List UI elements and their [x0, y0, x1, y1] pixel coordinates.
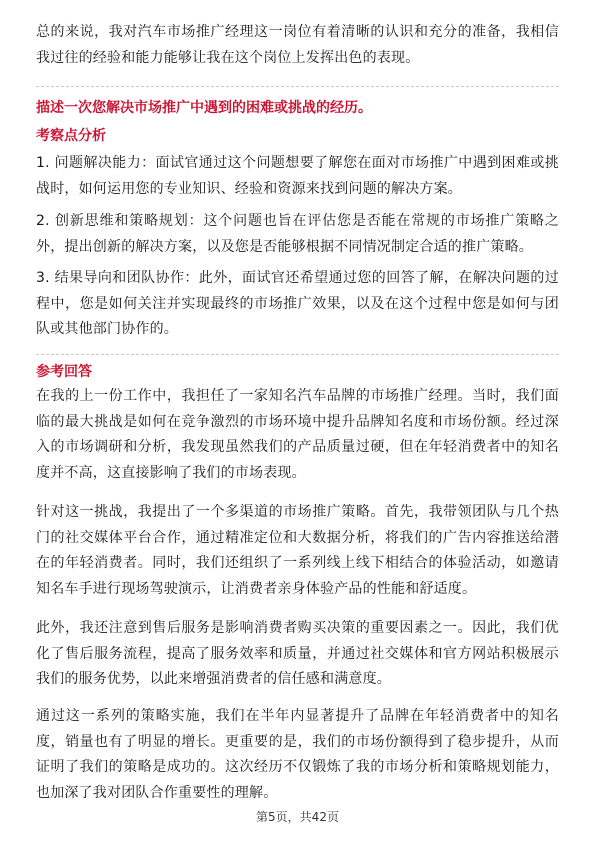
section-divider — [36, 86, 559, 87]
intro-conclusion-paragraph: 总的来说，我对汽车市场推广经理这一岗位有着清晰的认识和充分的准备，我相信我过往的经验和能力能够让我在这个岗位上发挥出色的表现。 — [36, 24, 559, 66]
analysis-point-3: 3. 结果导向和团队协作：此外，面试官还希望通过您的回答了解，在解决问题的过程中，您是如何关注并实现最终的市场推广效果，以及在这个过程中您是如何与团队或其他部门协作的。 — [36, 270, 559, 337]
answer-paragraph-4: 通过这一系列的策略实施，我们在半年内显著提升了品牌在年轻消费者中的知名度，销量也有了明显的增长。更重要的是，我们的市场份额得到了稳步提升，从而证明了我们的策略是成功的。这次经历不仅锻炼了我的市场分析和策略规划能力，也加深了我对团队合作重要性的理解。 — [36, 708, 559, 801]
interview-question: 描述一次您解决市场推广中遇到的困难或挑战的经历。 — [36, 100, 372, 116]
page-number-footer: 第5页，共42页 — [256, 810, 339, 824]
answer-paragraph-3: 此外，我还注意到售后服务是影响消费者购买决策的重要因素之一。因此，我们优化了售后服务流程，提高了服务效率和质量，并通过社交媒体和官方网站积极展示我们的服务优势，以此来增强消费者的信任感和满意度。 — [36, 620, 559, 687]
analysis-point-2: 2. 创新思维和策略规划：这个问题也旨在评估您是否能在常规的市场推广策略之外，提出创新的解决方案，以及您是否能够根据不同情况制定合适的推广策略。 — [36, 213, 559, 255]
section-divider — [36, 354, 559, 355]
answer-paragraph-1: 在我的上一份工作中，我担任了一家知名汽车品牌的市场推广经理。当时，我们面临的最大挑战是如何在竞争激烈的市场环境中提升品牌知名度和市场份额。经过深入的市场调研和分析，我发现虽然我们的产品质量过硬，但在年轻消费者中的知名度并不高，这直接影响了我们的市场表现。 — [36, 388, 559, 481]
answer-section-title: 参考回答 — [36, 364, 92, 380]
analysis-section-title: 考察点分析 — [36, 128, 106, 144]
analysis-point-1: 1. 问题解决能力：面试官通过这个问题想要了解您在面对市场推广中遇到困难或挑战时，如何运用您的专业知识、经验和资源来找到问题的解决方案。 — [36, 155, 559, 197]
answer-paragraph-2: 针对这一挑战，我提出了一个多渠道的市场推广策略。首先，我带领团队与几个热门的社交媒体平台合作，通过精准定位和大数据分析，将我们的广告内容推送给潜在的年轻消费者。同时，我们还组织了一系列线上线下相结合的体验活动，如邀请知名车手进行现场驾驶演示，让消费者亲身体验产品的性能和舒适度。 — [36, 504, 559, 597]
